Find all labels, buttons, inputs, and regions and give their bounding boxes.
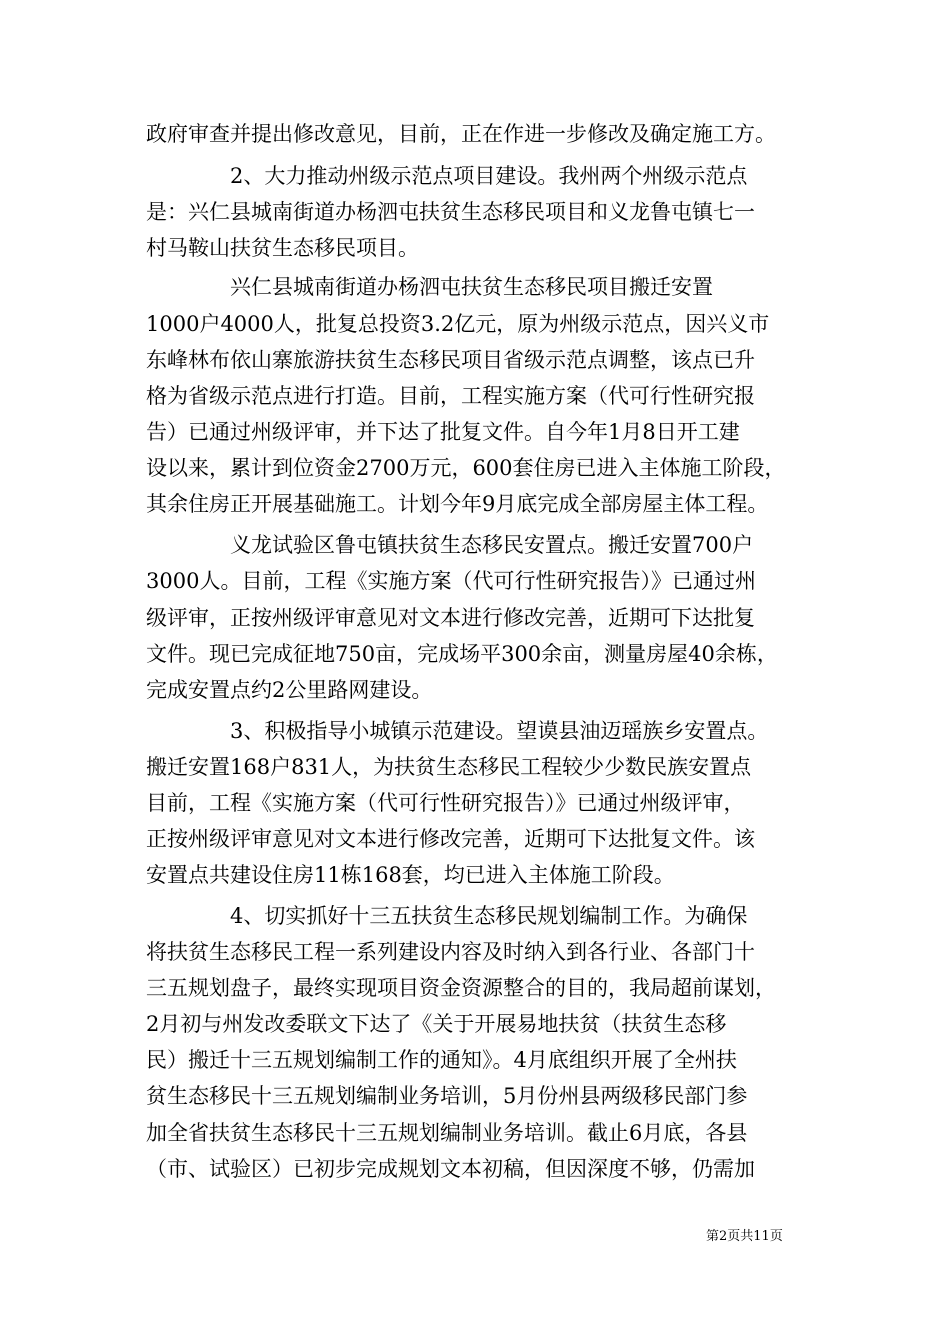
text-line: 告）已通过州级评审，并下达了批复文件。自今年1月8日开工建 xyxy=(146,420,740,444)
text-line: 正按州级评审意见对文本进行修改完善，近期可下达批复文件。该 xyxy=(146,827,755,851)
text-line: 东峰林布依山寨旅游扶贫生态移民项目省级示范点调整，该点已升 xyxy=(146,348,755,372)
text-line: 民）搬迁十三五规划编制工作的通知》。4月底组织开展了全州扶 xyxy=(146,1048,737,1072)
text-line: 格为省级示范点进行打造。目前，工程实施方案（代可行性研究报 xyxy=(146,384,755,408)
text-line: （市、试验区）已初步完成规划文本初稿，但因深度不够，仍需加 xyxy=(146,1157,755,1181)
text-line: 是：兴仁县城南街道办杨泗屯扶贫生态移民项目和义龙鲁屯镇七一 xyxy=(146,200,755,224)
text-line: 加全省扶贫生态移民十三五规划编制业务培训。截止6月底，各县 xyxy=(146,1121,748,1145)
text-line: 2、大力推动州级示范点项目建设。我州两个州级示范点 xyxy=(146,164,748,188)
text-line: 搬迁安置168户831人，为扶贫生态移民工程较少少数民族安置点 xyxy=(146,755,752,779)
text-line: 完成安置点约2公里路网建设。 xyxy=(146,678,433,702)
text-line: 设以来，累计到位资金2700万元，600套住房已进入主体施工阶段， xyxy=(146,456,786,480)
text-line: 3、积极指导小城镇示范建设。望谟县油迈瑶族乡安置点。 xyxy=(146,719,769,743)
text-line: 将扶贫生态移民工程一系列建设内容及时纳入到各行业、各部门十 xyxy=(146,940,755,964)
text-line: 三五规划盘子，最终实现项目资金资源整合的目的，我局超前谋划， xyxy=(146,976,776,1000)
text-line: 兴仁县城南街道办杨泗屯扶贫生态移民项目搬迁安置 xyxy=(146,275,713,299)
text-line: 级评审，正按州级评审意见对文本进行修改完善，近期可下达批复 xyxy=(146,606,755,630)
page-number-footer: 第2页共11页 xyxy=(706,1229,783,1244)
text-line: 2月初与州发改委联文下达了《关于开展易地扶贫（扶贫生态移 xyxy=(146,1012,727,1036)
text-line: 义龙试验区鲁屯镇扶贫生态移民安置点。搬迁安置700户 xyxy=(146,533,754,557)
text-line: 目前，工程《实施方案（代可行性研究报告）》已通过州级评审， xyxy=(146,791,745,815)
text-line: 3000人。目前，工程《实施方案（代可行性研究报告）》已通过州 xyxy=(146,569,756,593)
text-line: 文件。现已完成征地750亩，完成场平300余亩，测量房屋40余栋， xyxy=(146,642,778,666)
text-line: 4、切实抓好十三五扶贫生态移民规划编制工作。为确保 xyxy=(146,904,748,928)
text-line: 贫生态移民十三五规划编制业务培训，5月份州县两级移民部门参 xyxy=(146,1084,748,1108)
text-line: 村马鞍山扶贫生态移民项目。 xyxy=(146,236,419,260)
text-line: 安置点共建设住房11栋168套，均已进入主体施工阶段。 xyxy=(146,863,675,887)
text-line: 政府审查并提出修改意见，目前，正在作进一步修改及确定施工方。 xyxy=(146,122,776,146)
text-line: 其余住房正开展基础施工。计划今年9月底完成全部房屋主体工程。 xyxy=(146,492,769,516)
text-line: 1000户4000人，批复总投资3.2亿元，原为州级示范点，因兴义市 xyxy=(146,312,770,336)
